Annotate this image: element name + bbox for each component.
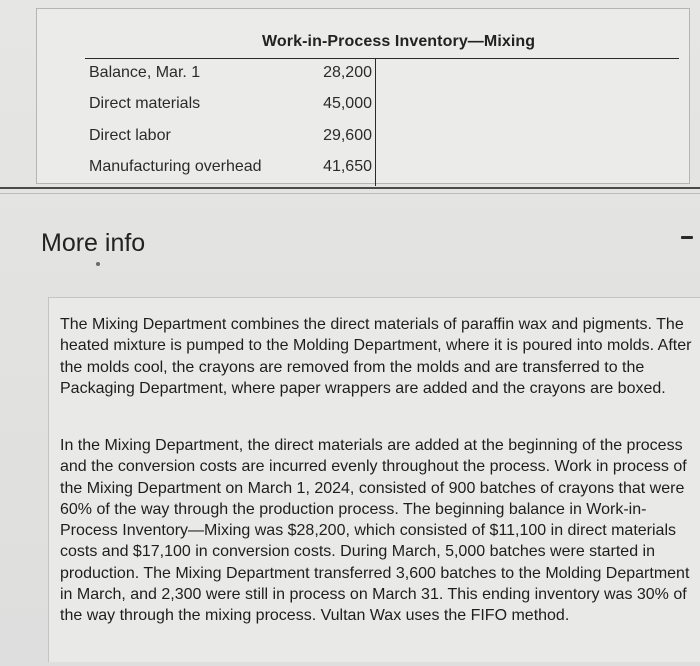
t-account-title: Work-in-Process Inventory—Mixing (262, 33, 536, 50)
more-info-panel (48, 297, 700, 662)
info-paragraph: The Mixing Department combines the direct materials of paraffin wax and pigments. The heated mixture is pumped to the Molding Department, where it is poured into molds. After the molds cool, the crayons are removed from the molds and are transferred to the Packaging Department, where paper wrappers are added and the crayons are boxed. (60, 316, 692, 397)
t-account-horizontal-rule (85, 58, 679, 59)
section-divider (0, 187, 700, 189)
row-label: Direct materials (89, 95, 201, 112)
row-amount: 28,200 (323, 64, 372, 81)
t-account-row (89, 158, 375, 182)
info-paragraph: In the Mixing Department, the direct materials are added at the beginning of the process and the conversion costs are incurred evenly throughout the process. Work in process of the Mixing Department on March 1, 2024, consisted of 900 batches of crayons that were 60% of the way through the production process. The beginning balance in Work-in-Process Inventory—Mixing was $28,200, which consisted of $11,100 in direct materials costs and $17,100 in conversion costs. During March, 5,000 batches were started in production. The Mixing Department transferred 3,600 batches to the Molding Department in March, and 2,300 were still in process on March 31. This ending inventory was 30% of the way through the mixing process. Vultan Wax uses the FIFO method. (60, 437, 690, 625)
row-label: Direct labor (89, 127, 171, 144)
row-label: Balance, Mar. 1 (89, 64, 201, 81)
t-account-panel (36, 8, 690, 184)
cursor-dot (96, 262, 100, 266)
t-account-row (89, 95, 375, 119)
t-account-row (89, 127, 375, 151)
t-account-vertical-rule (375, 59, 376, 186)
section-divider-shadow (0, 193, 700, 194)
row-amount: 45,000 (323, 95, 372, 112)
more-info-heading: More info (41, 229, 146, 257)
row-amount: 29,600 (323, 127, 372, 144)
minus-icon[interactable] (681, 236, 693, 239)
row-amount: 41,650 (323, 158, 372, 175)
row-label: Manufacturing overhead (89, 158, 262, 175)
t-account-row (89, 64, 375, 88)
